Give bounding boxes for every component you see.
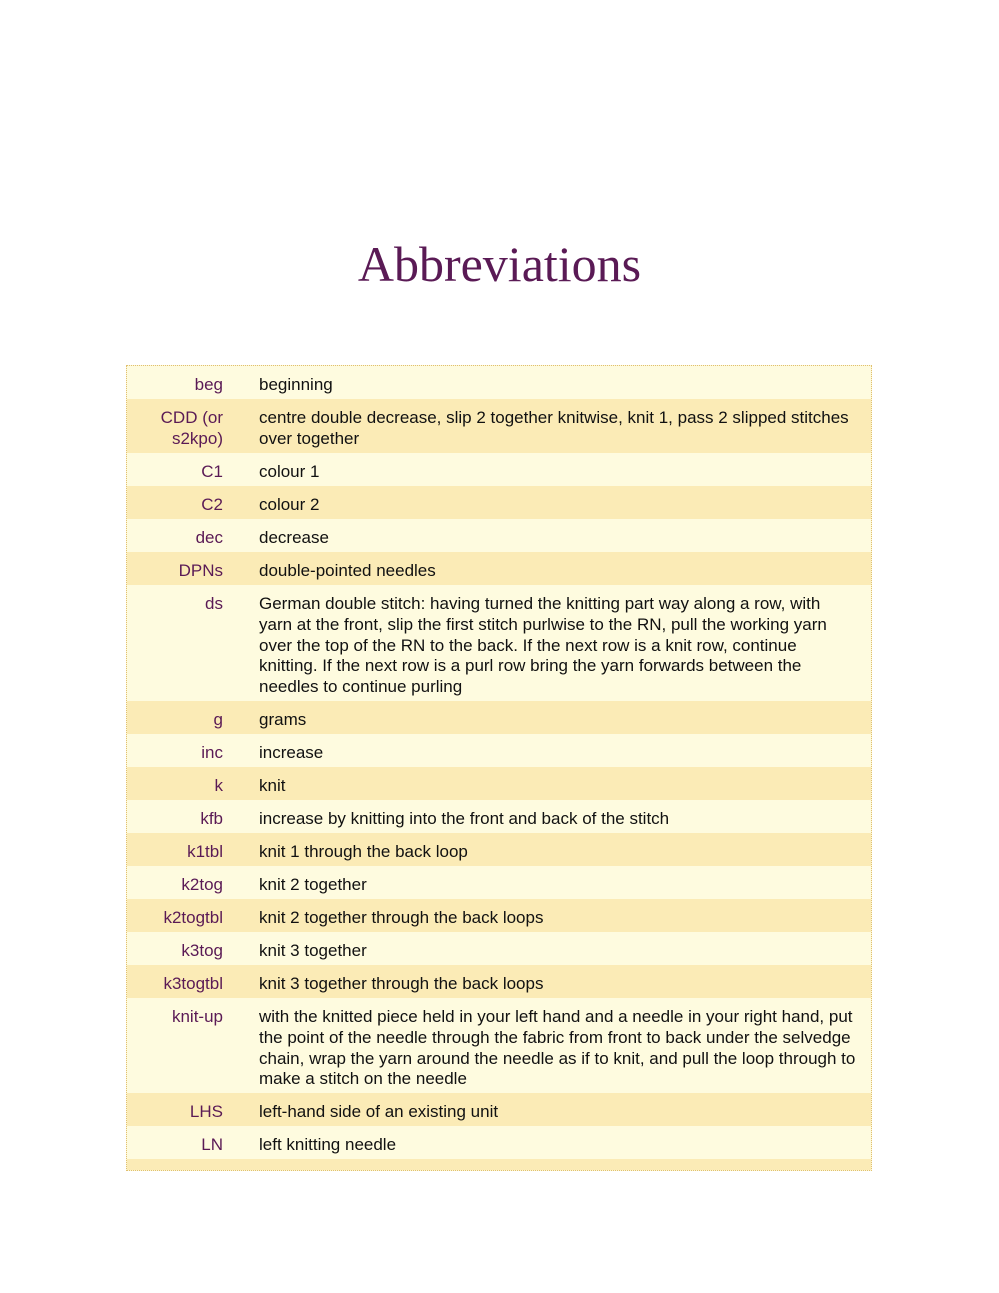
abbreviation-term: g <box>213 710 223 729</box>
abbreviation-term: DPNs <box>178 561 223 580</box>
table-row <box>127 899 871 932</box>
table-row <box>127 552 871 585</box>
table-row <box>127 998 871 1093</box>
abbreviation-definition: left-hand side of an existing unit <box>259 1102 499 1121</box>
abbreviation-definition: knit 2 together <box>259 875 367 894</box>
table-row <box>127 519 871 552</box>
table-row <box>127 866 871 899</box>
abbreviation-term: C2 <box>201 495 223 514</box>
abbreviation-definition: knit 1 through the back loop <box>259 842 468 861</box>
abbreviations-table <box>126 365 872 1171</box>
abbreviation-term: k1tbl <box>187 842 223 861</box>
abbreviation-definition: beginning <box>259 375 333 394</box>
abbreviation-term: C1 <box>201 462 223 481</box>
table-row <box>127 1093 871 1126</box>
abbreviation-definition: left knitting needle <box>259 1135 397 1154</box>
abbreviation-term: k3tog <box>181 941 223 960</box>
abbreviation-definition: knit <box>259 776 286 795</box>
table-footer-band <box>127 1159 871 1170</box>
table-row <box>127 399 871 453</box>
abbreviation-term: k2tog <box>181 875 223 894</box>
abbreviation-definition: decrease <box>259 528 329 547</box>
abbreviation-term: kfb <box>200 809 223 828</box>
table-row <box>127 800 871 833</box>
table-row <box>127 932 871 965</box>
table-row <box>127 1126 871 1159</box>
abbreviation-definition: double-pointed needles <box>259 561 436 580</box>
abbreviation-definition: with the knitted piece held in your left hand and a needle in your right hand, put the point of the needle through the fabric from front to back under the selvedge chain, wrap the yarn around the needle as if to knit, and pull the loop through to make a stitch on the needle <box>259 1007 856 1089</box>
abbreviation-definition: centre double decrease, slip 2 together knitwise, knit 1, pass 2 slipped stitches over together <box>259 408 849 448</box>
abbreviation-term: CDD (or s2kpo) <box>160 408 223 448</box>
table-row <box>127 767 871 800</box>
table-row <box>127 585 871 701</box>
abbreviation-term: k3togtbl <box>163 974 223 993</box>
table-row <box>127 453 871 486</box>
abbreviation-definition: knit 2 together through the back loops <box>259 908 544 927</box>
abbreviation-definition: knit 3 together through the back loops <box>259 974 544 993</box>
abbreviation-term: k <box>214 776 223 795</box>
abbreviation-term: dec <box>195 528 223 547</box>
abbreviation-definition: grams <box>259 710 307 729</box>
abbreviation-term: beg <box>194 375 223 394</box>
abbreviation-definition: German double stitch: having turned the knitting part way along a row, with yarn at the front, slip the first stitch purlwise to the RN, pull the working yarn over the top of the RN to the back. If the next row is a knit row, continue knitting. If the next row is a purl row bring the yarn forwards between the needles to continue purling <box>259 594 827 697</box>
table-row <box>127 486 871 519</box>
table-row <box>127 366 871 399</box>
abbreviation-definition: colour 1 <box>259 462 320 481</box>
abbreviation-term: ds <box>205 594 223 613</box>
abbreviation-definition: increase by knitting into the front and back of the stitch <box>259 809 670 828</box>
abbreviation-term: LN <box>201 1135 223 1154</box>
table-row <box>127 734 871 767</box>
abbreviation-term: LHS <box>189 1102 223 1121</box>
abbreviation-term: inc <box>201 743 223 762</box>
abbreviation-definition: knit 3 together <box>259 941 367 960</box>
page-title: Abbreviations <box>357 236 642 292</box>
abbreviation-term: knit-up <box>171 1007 223 1026</box>
table-row <box>127 965 871 998</box>
abbreviation-definition: increase <box>259 743 324 762</box>
abbreviation-term: k2togtbl <box>163 908 223 927</box>
abbreviation-definition: colour 2 <box>259 495 320 514</box>
table-row <box>127 701 871 734</box>
table-row <box>127 833 871 866</box>
